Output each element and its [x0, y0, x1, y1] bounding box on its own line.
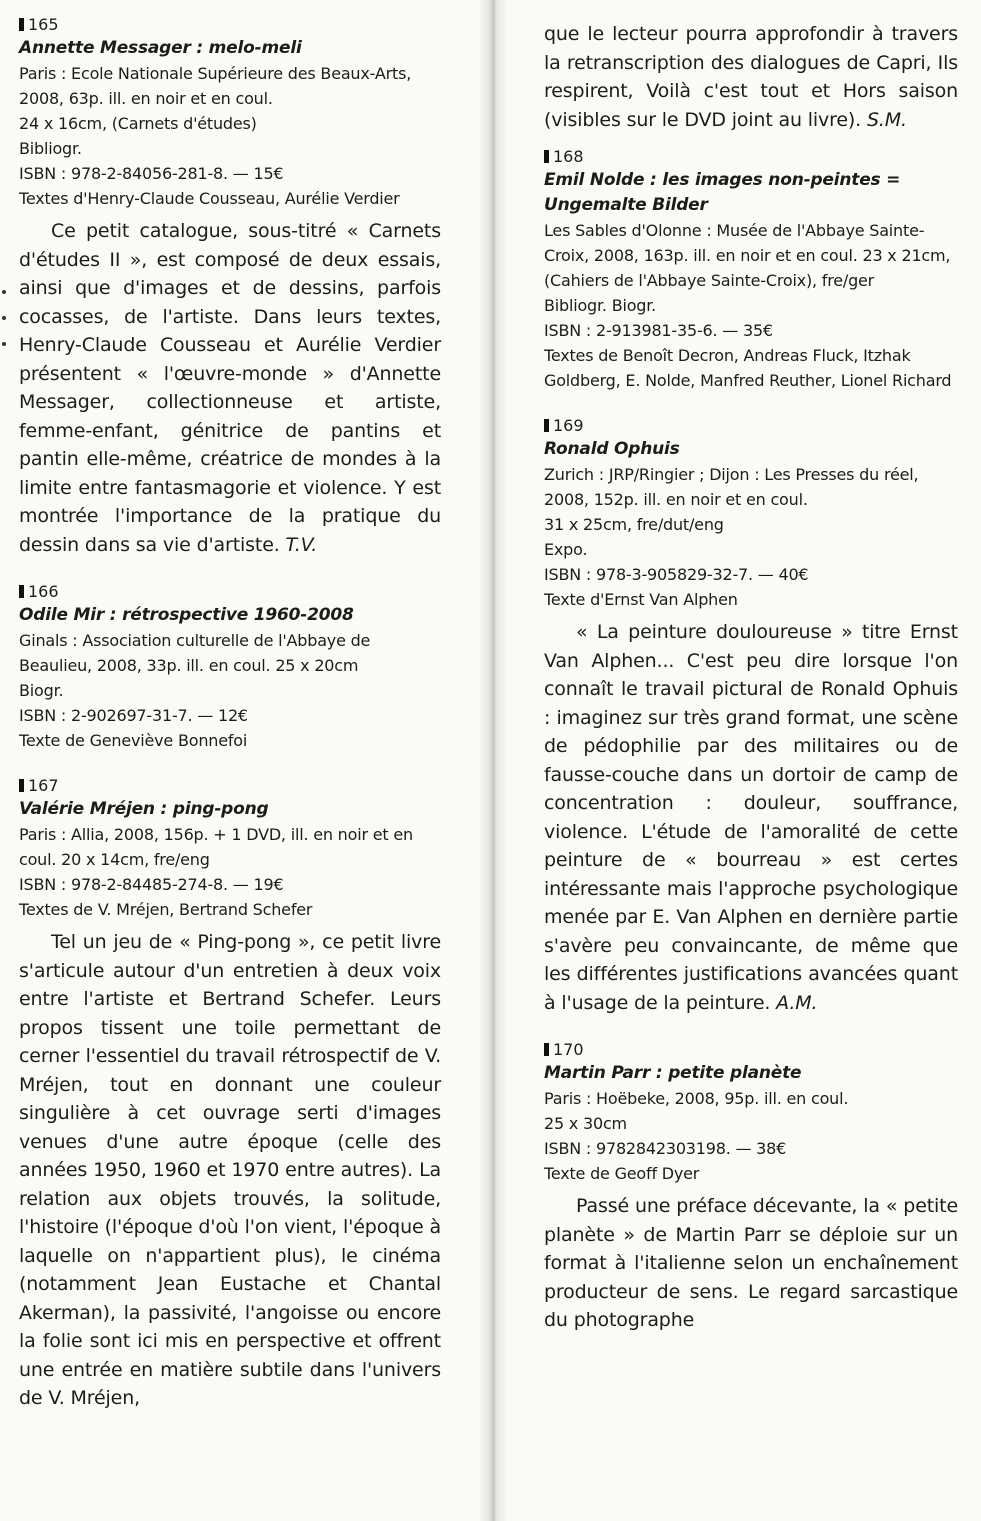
entry-167 [19, 775, 441, 1413]
entry-168 [544, 146, 958, 393]
entry-number: 166 [19, 581, 441, 603]
review-text: Tel un jeu de « Ping-pong », ce petit livre s'articule autour d'un entretien à deux voix entre l'artiste et Bertrand Schefer. Leurs propos tissent une toile permettant de cerner l'essentiel du travail rétrospectif de V. Mréjen, tout en donnant une couleur singulière à cet ouvrage serti d'images venues d'une autre époque (celle des années 1950, 1960 et 1970 entre autres). La relation aux objets trouvés, la solitude, l'histoire (l'époque d'où l'on vient, l'époque à laquelle on n'appartient plus), le cinéma (notamment Jean Eustache et Chantal Akerman), la passivité, l'angoisse ou encore la folie sont ici mis en perspective et offrent une entrée en matière subtile dans l'univers de V. Mréjen, [19, 931, 441, 1409]
meta-authors: Texte de Geneviève Bonnefoi [19, 731, 248, 750]
entry-review [544, 1192, 958, 1335]
meta-isbn: ISBN : 978-3-905829-32-7. — 40€ [544, 565, 809, 584]
meta-authors: Textes de V. Mréjen, Bertrand Schefer [19, 900, 313, 919]
entry-meta [544, 462, 958, 612]
meta-notes: Biogr. [19, 681, 64, 700]
entry-title: Valérie Mréjen : ping-pong [19, 799, 269, 819]
review-text: que le lecteur pourra approfondir à travers la retranscription des dialogues de Capri, Ils respirent, Voilà c'est tout et Hors saison (visibles sur le DVD joint au livre). [544, 23, 958, 131]
entry-number: 167 [19, 775, 441, 797]
continued-review [544, 20, 958, 134]
meta-publisher: Paris : Ecole Nationale Supérieure des Beaux-Arts, 2008, 63p. ill. en noir et en coul. [19, 64, 412, 108]
entry-number: 169 [544, 415, 958, 437]
right-column [544, 20, 958, 1357]
entry-number: 170 [544, 1039, 958, 1061]
meta-format: 24 x 16cm, (Carnets d'études) [19, 114, 257, 133]
entry-meta [19, 61, 441, 211]
meta-notes: Bibliogr. [19, 139, 82, 158]
review-signature: A.M. [776, 991, 818, 1014]
entry-meta [19, 822, 441, 922]
meta-publisher: Paris : Hoëbeke, 2008, 95p. ill. en coul. [544, 1089, 849, 1108]
meta-isbn: ISBN : 2-902697-31-7. — 12€ [19, 706, 248, 725]
entry-169 [544, 415, 958, 1017]
review-signature: T.V. [285, 533, 318, 556]
review-text: « La peinture douloureuse » titre Ernst Van Alphen... C'est peu dire lorsque l'on connaît le travail pictural de Ronald Ophuis : imaginez sur très grand format, une scène de pédophilie par des militaires ou de fausse-couche dans un dortoir de camp de concentration : douleur, souffrance, violence. L'étude de l'amoralité de cette peinture de « bourreau » est certes intéressante mais l'approche psychologique menée par E. Van Alphen en dernière partie s'avère peu convaincante, de même que les différentes justifications avancées quant à l'usage de la peinture. [544, 621, 958, 1014]
left-page [0, 0, 490, 1521]
meta-publisher: Paris : Allia, 2008, 156p. + 1 DVD, ill. en noir et en coul. 20 x 14cm, fre/eng [19, 825, 413, 869]
meta-isbn: ISBN : 2-913981-35-6. — 35€ [544, 321, 773, 340]
entry-165 [19, 14, 441, 559]
entry-title: Ronald Ophuis [544, 439, 680, 459]
meta-isbn: ISBN : 978-2-84056-281-8. — 15€ [19, 164, 284, 183]
meta-publisher: Les Sables d'Olonne : Musée de l'Abbaye Sainte-Croix, 2008, 163p. ill. en noir et en coul. 23 x 21cm, (Cahiers de l'Abbaye Sainte-Croix), fre/ger [544, 221, 951, 290]
review-text: Passé une préface décevante, la « petite planète » de Martin Parr se déploie sur un format à l'italienne selon un enchaînement producteur de sens. Le regard sarcastique du photographe [544, 1195, 958, 1331]
entry-166 [19, 581, 441, 753]
entry-170 [544, 1039, 958, 1335]
meta-notes: Expo. [544, 540, 588, 559]
entry-number: 168 [544, 146, 958, 168]
meta-format: 31 x 25cm, fre/dut/eng [544, 515, 724, 534]
entry-meta [19, 628, 441, 753]
entry-review [19, 217, 441, 559]
review-text: Ce petit catalogue, sous-titré « Carnets d'études II », est composé de deux essais, ainsi que d'images et de dessins, parfois cocasses, de l'artiste. Dans leurs textes, Henry-Claude Cousseau et Aurélie Verdier présentent « l'œuvre-monde » d'Annette Messager, collectionneuse et artiste, femme-enfant, génitrice de pantins et pantin elle-même, créatrice de mondes à la limite entre fantasmagorie et violence. Y est montrée l'importance de la pratique du dessin dans sa vie d'artiste. [19, 220, 441, 556]
meta-authors: Texte de Geoff Dyer [544, 1164, 700, 1183]
meta-isbn: ISBN : 9782842303198. — 38€ [544, 1139, 787, 1158]
entry-title: Emil Nolde : les images non-peintes = Ungemalte Bilder [544, 170, 901, 215]
entry-review [19, 928, 441, 1413]
meta-format: 25 x 30cm [544, 1114, 627, 1133]
meta-authors: Texte d'Ernst Van Alphen [544, 590, 738, 609]
meta-isbn: ISBN : 978-2-84485-274-8. — 19€ [19, 875, 284, 894]
margin-marks [2, 290, 8, 368]
meta-publisher: Zurich : JRP/Ringier ; Dijon : Les Presses du réel, 2008, 152p. ill. en noir et en coul. [544, 465, 919, 509]
entry-meta [544, 218, 958, 393]
meta-publisher: Ginals : Association culturelle de l'Abbaye de Beaulieu, 2008, 33p. ill. en coul. 25 x 20cm [19, 631, 371, 675]
meta-notes: Bibliogr. Biogr. [544, 296, 657, 315]
meta-authors: Textes de Benoît Decron, Andreas Fluck, Itzhak Goldberg, E. Nolde, Manfred Reuther, Lionel Richard [544, 346, 952, 390]
entry-meta [544, 1086, 958, 1186]
entry-title: Martin Parr : petite planète [544, 1063, 802, 1083]
entry-title: Odile Mir : rétrospective 1960-2008 [19, 605, 354, 625]
entry-title: Annette Messager : melo-meli [19, 38, 302, 58]
left-column [19, 14, 441, 1435]
meta-authors: Textes d'Henry-Claude Cousseau, Aurélie Verdier [19, 189, 400, 208]
review-signature: S.M. [866, 108, 907, 131]
entry-number: 165 [19, 14, 441, 36]
entry-review [544, 618, 958, 1017]
right-page [492, 0, 981, 1521]
